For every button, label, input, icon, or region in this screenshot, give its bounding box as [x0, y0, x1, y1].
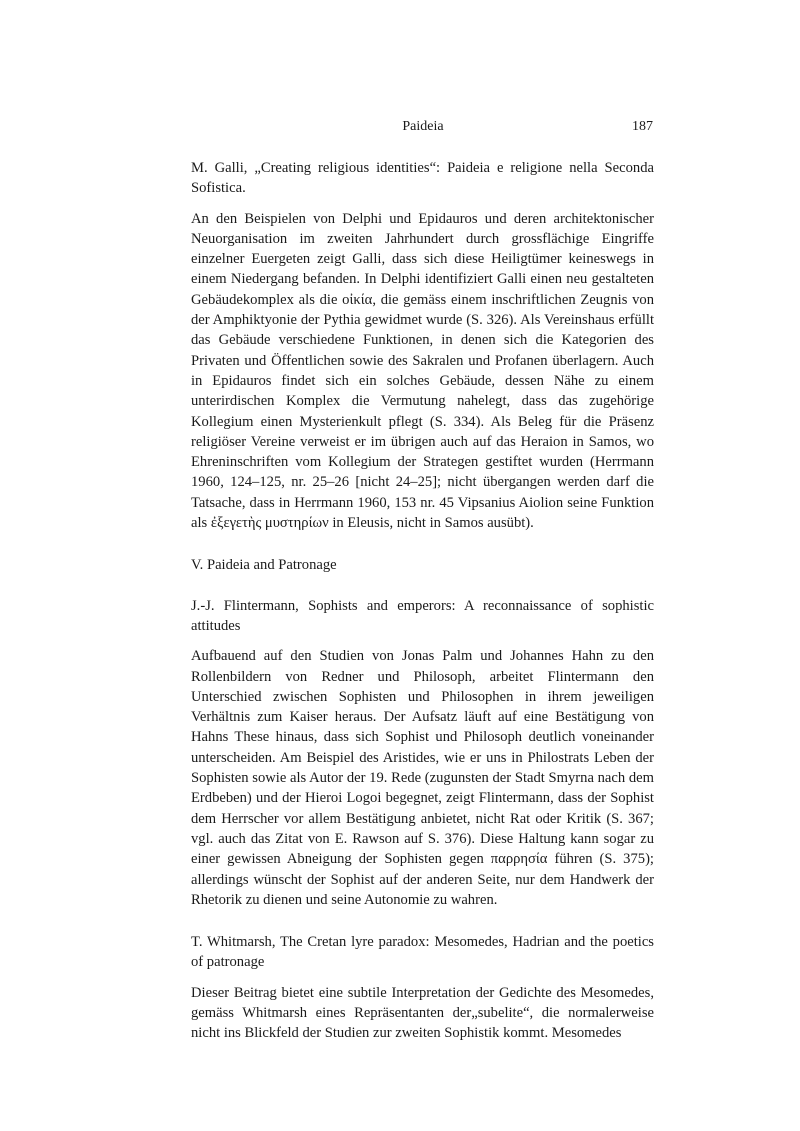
section-heading: V. Paideia and Patronage	[191, 557, 337, 574]
entry-text-flintermann: Aufbauend auf den Studien von Jonas Palm und Johannes Hahn zu den Rollenbildern von Redner und Philosoph, arbeitet Flintermann den Unterschied zwischen Sophisten und Philosophen in ihrem jeweiligen Verhältnis zum Kaiser heraus. Der Aufsatz läuft auf eine Bestätigung von Hahns These hinaus, dass sich Sophist und Philosoph deutlich voneinander unterscheiden. Am Beispiel des Aristides, wie er uns in Philostrats Leben der Sophisten sowie als Autor der 19. Rede (zugunsten der Stadt Smyrna nach dem Erdbeben) und der Hieroi Logoi begegnet, zeigt Flintermann, dass der Sophist dem Herrscher vor allem Bestätigung anbietet, nicht Rat oder Kritik (S. 367; vgl. auch das Zitat von E. Rawson auf S. 376). Diese Haltung kann sogar zu einer gewissen Abneigung der Sophisten gegen παρρησία führen (S. 375); allerdings wünscht der Sophist auf der anderen Seite, nur dem Handwerk der Rhetorik zu dienen und seine Autonomie zu wahren.	[191, 648, 654, 908]
running-head	[191, 119, 655, 137]
running-title: Paideia	[402, 119, 444, 134]
entry-heading-galli: M. Galli, „Creating religious identities“: Paideia e religione nella Seconda Sofistica.	[191, 160, 654, 197]
entry-text-whitmarsh: Dieser Beitrag bietet eine subtile Interpretation der Gedichte des Mesomedes, gemäss Whitmarsh eines Repräsentanten der„subelite“, die normalerweise nicht ins Blickfeld der Studien zur zweiten Sophistik kommt. Mesomedes	[191, 984, 654, 1042]
entry-heading-flintermann: J.-J. Flintermann, Sophists and emperors: A reconnaissance of sophistic attitudes	[191, 597, 654, 634]
body-text	[191, 158, 654, 1044]
entry-heading-whitmarsh: T. Whitmarsh, The Cretan lyre paradox: Mesomedes, Hadrian and the poetics of patronage	[191, 934, 654, 971]
page-number: 187	[632, 119, 653, 134]
entry-text-galli: An den Beispielen von Delphi und Epidauros und deren architektonischer Neuorganisation im zweiten Jahrhundert durch grossflächige Eingriffe einzelner Euergeten zeigt Galli, dass sich diese Heiligtümer keineswegs in einem Niedergang befanden. In Delphi identifiziert Galli einen neu gestalteten Gebäudekomplex als die οἰκία, die gemäss einem inschriftlichen Zeugnis von der Amphiktyonie der Pythia gewidmet wurde (S. 326). Als Vereinshaus erfüllt das Gebäude verschiedene Funktionen, in denen sich die Kategorien des Privaten und Öffentlichen sowie des Sakralen und Profanen überlagern. Auch in Epidauros findet sich ein solches Gebäude, dessen Nähe zu einem unterirdischen Komplex die Vermutung nahelegt, dass das zugehörige Kollegium einen Mysterienkult pflegt (S. 334). Als Beleg für die Präsenz religiöser Vereine verweist er im übrigen auch auf das Heraion in Samos, wo Ehreninschriften vom Kollegium der Strategen gestiftet wurden (Herrmann 1960, 124–125, nr. 25–26 [nicht 24–25]; nicht übergangen werden darf die Tatsache, dass in Herrmann 1960, 153 nr. 45 Vipsanius Aiolion seine Funktion als ἐξεγετὴς μυστηρίων in Eleusis, nicht in Samos ausübt).	[191, 210, 654, 532]
